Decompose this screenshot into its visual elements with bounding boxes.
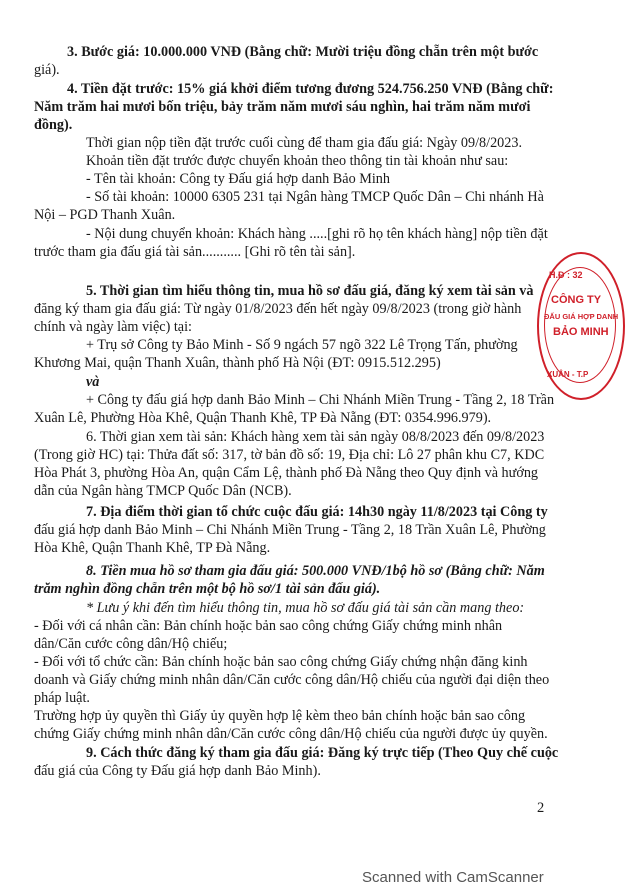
text-line: trước tham gia đấu giá tài sản........... [Ghi rõ tên tài sản]. xyxy=(34,244,356,260)
text-line: - Nội dung chuyển khoản: Khách hàng .....[ghi rõ họ tên khách hàng] nộp tiền đặt xyxy=(86,226,548,242)
text-line: đồng). xyxy=(34,117,73,133)
text-line: Hòa Khê, Quận Thanh Khê, TP Đà Nẵng. xyxy=(34,540,271,556)
text-line: Khương Mai, quận Thanh Xuân, thành phố Hà Nội (ĐT: 0915.512.295) xyxy=(34,355,441,371)
text-line: và xyxy=(86,374,100,390)
text-line: Nội – PGD Thanh Xuân. xyxy=(34,207,176,223)
text-line: doanh và Giấy chứng minh nhân dân/Căn cước công dân/Hộ chiếu của người đại diện theo xyxy=(34,672,550,688)
seal-line-2: ĐẤU GIÁ HỢP DANH xyxy=(544,312,619,321)
text-line: chính và ngày làm việc) tại: xyxy=(34,319,192,335)
seal-line-1: CÔNG TY xyxy=(551,294,602,306)
item-3-heading: 3. Bước giá: 10.000.000 VNĐ (Bằng chữ: Mười triệu đồng chẵn trên một bước xyxy=(67,44,539,60)
text-line: dân/Căn cước công dân/Hộ chiếu; xyxy=(34,636,228,652)
text-line: đấu giá hợp danh Bảo Minh – Chi Nhánh Miền Trung - Tầng 2, 18 Trần Xuân Lê, Phường xyxy=(34,522,546,538)
text-line: (Trong giờ HC) tại: Thửa đất số: 317, tờ bản đồ số: 19, Địa chỉ: Lô 27 phân khu C7, KDC xyxy=(34,447,545,463)
seal-line-3: BẢO MINH xyxy=(553,326,609,338)
text-line: đăng ký tham gia đấu giá: Từ ngày 01/8/2023 đến hết ngày 09/8/2023 (trong giờ hành xyxy=(34,301,522,317)
text-line: Hòa Phát 3, phường Hòa An, quận Cẩm Lệ, thành phố Đà Nẵng theo Quy định và hướng xyxy=(34,465,539,481)
text-line: chứng Giấy chứng minh nhân dân/Căn cước công dân/Hộ chiếu của người được ủy quyền. xyxy=(34,726,548,742)
text-line: Xuân Lê, Phường Hòa Khê, Quận Thanh Khê, TP Đà Nẵng (ĐT: 0354.996.979). xyxy=(34,410,492,426)
text-line: Năm trăm hai mươi bốn triệu, bảy trăm năm mươi sáu nghìn, hai trăm năm mươi xyxy=(34,99,531,115)
text-line: giá). xyxy=(34,62,60,78)
note-line: * Lưu ý khi đến tìm hiểu thông tin, mua hồ sơ đấu giá tài sản cần mang theo: xyxy=(86,600,525,616)
text-line: Trường hợp ủy quyền thì Giấy ủy quyền hợp lệ kèm theo bản chính hoặc bản sao công xyxy=(34,708,526,724)
text-line: + Trụ sở Công ty Bảo Minh - Số 9 ngách 57 ngõ 322 Lê Trọng Tấn, phường xyxy=(86,337,518,353)
text-line: - Đối với tổ chức cần: Bản chính hoặc bản sao công chứng Giấy chứng nhận đăng kinh xyxy=(34,654,528,670)
text-line: - Tên tài khoản: Công ty Đấu giá hợp danh Bảo Minh xyxy=(86,171,390,187)
company-seal xyxy=(537,252,625,400)
text-line: dẫn của Ngân hàng TMCP Quốc Dân (NCB). xyxy=(34,483,292,499)
item-9-heading: 9. Cách thức đăng ký tham gia đấu giá: Đăng ký trực tiếp (Theo Quy chế cuộc xyxy=(86,745,559,761)
text-line: pháp luật. xyxy=(34,690,90,706)
seal-top-text: H.Đ : 32 xyxy=(549,270,583,280)
text-line: Khoản tiền đặt trước được chuyển khoản theo thông tin tài khoản như sau: xyxy=(86,153,509,169)
page-number: 2 xyxy=(537,800,545,816)
item-8-heading: 8. Tiền mua hồ sơ tham gia đấu giá: 500.000 VNĐ/1bộ hồ sơ (Bằng chữ: Năm xyxy=(86,563,545,579)
text-line: Thời gian nộp tiền đặt trước cuối cùng để tham gia đấu giá: Ngày 09/8/2023. xyxy=(86,135,523,151)
item-5-heading: 5. Thời gian tìm hiểu thông tin, mua hồ sơ đấu giá, đăng ký xem tài sản và xyxy=(86,283,534,299)
text-line: đấu giá của Công ty Đấu giá hợp danh Bảo Minh). xyxy=(34,763,321,779)
scanner-watermark: Scanned with CamScanner xyxy=(362,869,544,886)
seal-inner-ring xyxy=(544,267,619,383)
text-line: - Số tài khoản: 10000 6305 231 tại Ngân hàng TMCP Quốc Dân – Chi nhánh Hà xyxy=(86,189,544,205)
item-6-heading: 6. Thời gian xem tài sản: Khách hàng xem tài sản ngày 08/8/2023 đến 09/8/2023 xyxy=(86,429,545,445)
text-line: - Đối với cá nhân cần: Bản chính hoặc bản sao công chứng Giấy chứng minh nhân xyxy=(34,618,503,634)
item-4-heading: 4. Tiền đặt trước: 15% giá khởi điểm tương đương 524.756.250 VNĐ (Bằng chữ: xyxy=(67,81,554,97)
seal-bottom-text: XUÂN - T.P xyxy=(547,370,589,379)
item-7-heading: 7. Địa điểm thời gian tổ chức cuộc đấu giá: 14h30 ngày 11/8/2023 tại Công ty xyxy=(86,504,548,520)
text-line: trăm nghìn đồng chẵn trên một bộ hồ sơ/1 tài sản đấu giá). xyxy=(34,581,381,597)
text-line: + Công ty đấu giá hợp danh Bảo Minh – Chi Nhánh Miền Trung - Tầng 2, 18 Trần xyxy=(86,392,555,408)
text-line xyxy=(67,43,538,61)
